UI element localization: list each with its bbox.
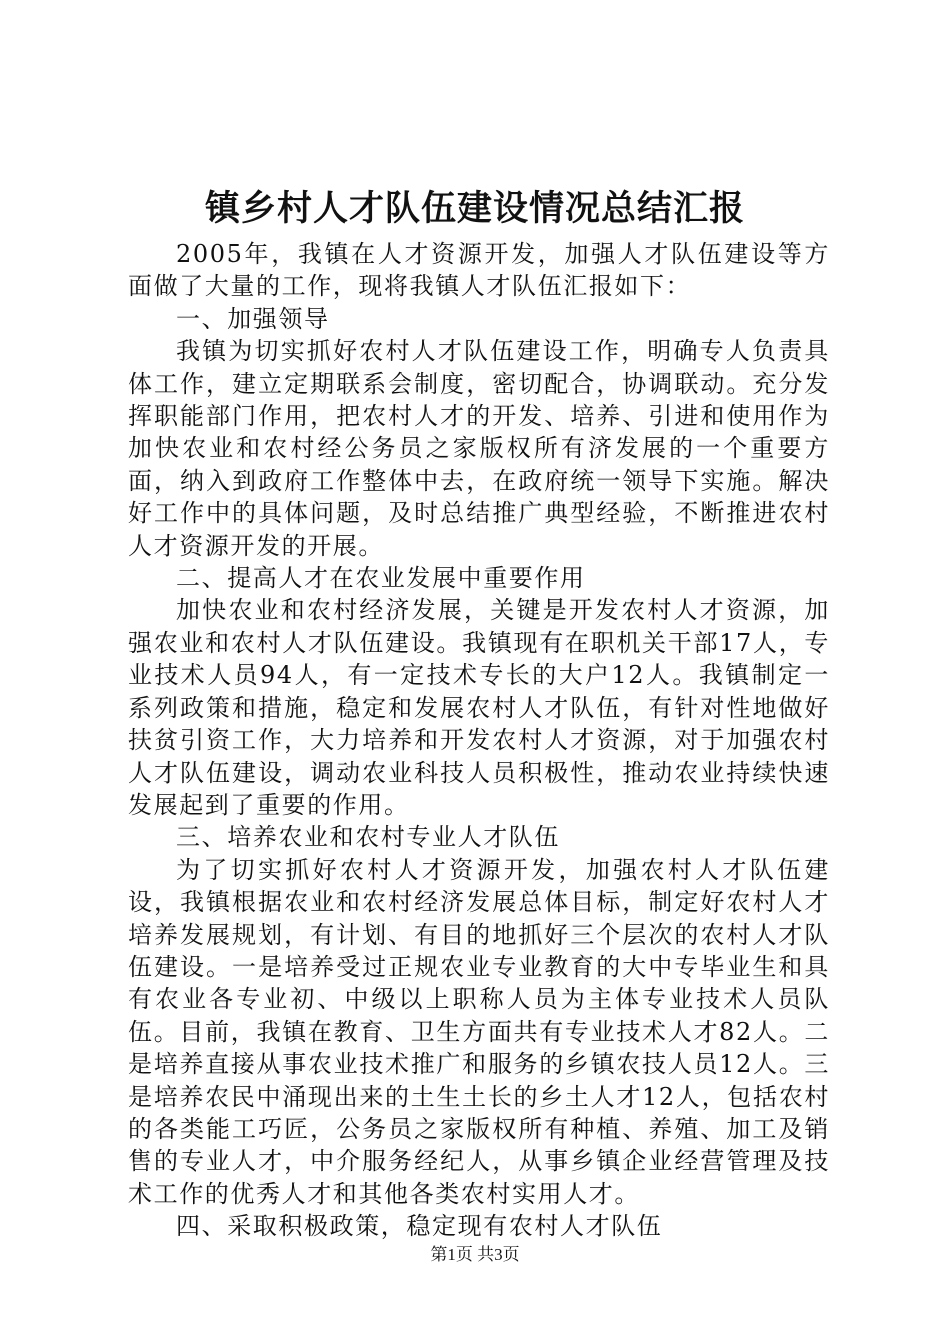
page-number-footer: 第1页 共3页	[430, 1245, 520, 1264]
section-heading-4: 四、采取积极政策，稳定现有农村人才队伍	[176, 1212, 663, 1241]
section-heading-2: 二、提高人才在农业发展中重要作用	[176, 564, 586, 593]
document-body	[128, 238, 830, 1243]
section-paragraph-1: 我镇为切实抓好农村人才队伍建设工作，明确专人负责具体工作，建立定期联系会制度，密切配合，协调联动。充分发挥职能部门作用，把农村人才的开发、培养、引进和使用作为加快农业和农村经公务员之家版权所有济发展的一个重要方面，纳入到政府工作整体中去，在政府统一领导下实施。解决好工作中的具体问题，及时总结推广典型经验，不断推进农村人才资源开发的开展。	[128, 337, 830, 560]
page-title: 镇乡村人才队伍建设情况总结汇报	[204, 188, 745, 229]
intro-paragraph: 2005年，我镇在人才资源开发，加强人才队伍建设等方面做了大量的工作，现将我镇人才队伍汇报如下：	[128, 240, 830, 301]
section-heading-3: 三、培养农业和农村专业人才队伍	[176, 823, 560, 852]
section-heading-1: 一、加强领导	[176, 304, 330, 333]
section-paragraph-2: 加快农业和农村经济发展，关键是开发农村人才资源，加强农业和农村人才队伍建设。我镇现有在职机关干部17人，专业技术人员94人，有一定技术专长的大户12人。我镇制定一系列政策和措施，稳定和发展农村人才队伍，有针对性地做好扶贫引资工作，大力培养和开发农村人才资源，对于加强农村人才队伍建设，调动农业科技人员积极性，推动农业持续快速发展起到了重要的作用。	[128, 596, 830, 819]
section-paragraph-3: 为了切实抓好农村人才资源开发，加强农村人才队伍建设，我镇根据农业和农村经济发展总体目标，制定好农村人才培养发展规划，有计划、有目的地抓好三个层次的农村人才队伍建设。一是培养受过正规农业专业教育的大中专毕业生和具有农业各专业初、中级以上职称人员为主体专业技术人员队伍。目前，我镇在教育、卫生方面共有专业技术人才82人。二是培养直接从事农业技术推广和服务的乡镇农技人员12人。三是培养农民中涌现出来的土生土长的乡土人才12人，包括农村的各类能工巧匠，公务员之家版权所有种植、养殖、加工及销售的专业人才，中介服务经纪人，从事乡镇企业经营管理及技术工作的优秀人才和其他各类农村实用人才。	[128, 855, 830, 1208]
